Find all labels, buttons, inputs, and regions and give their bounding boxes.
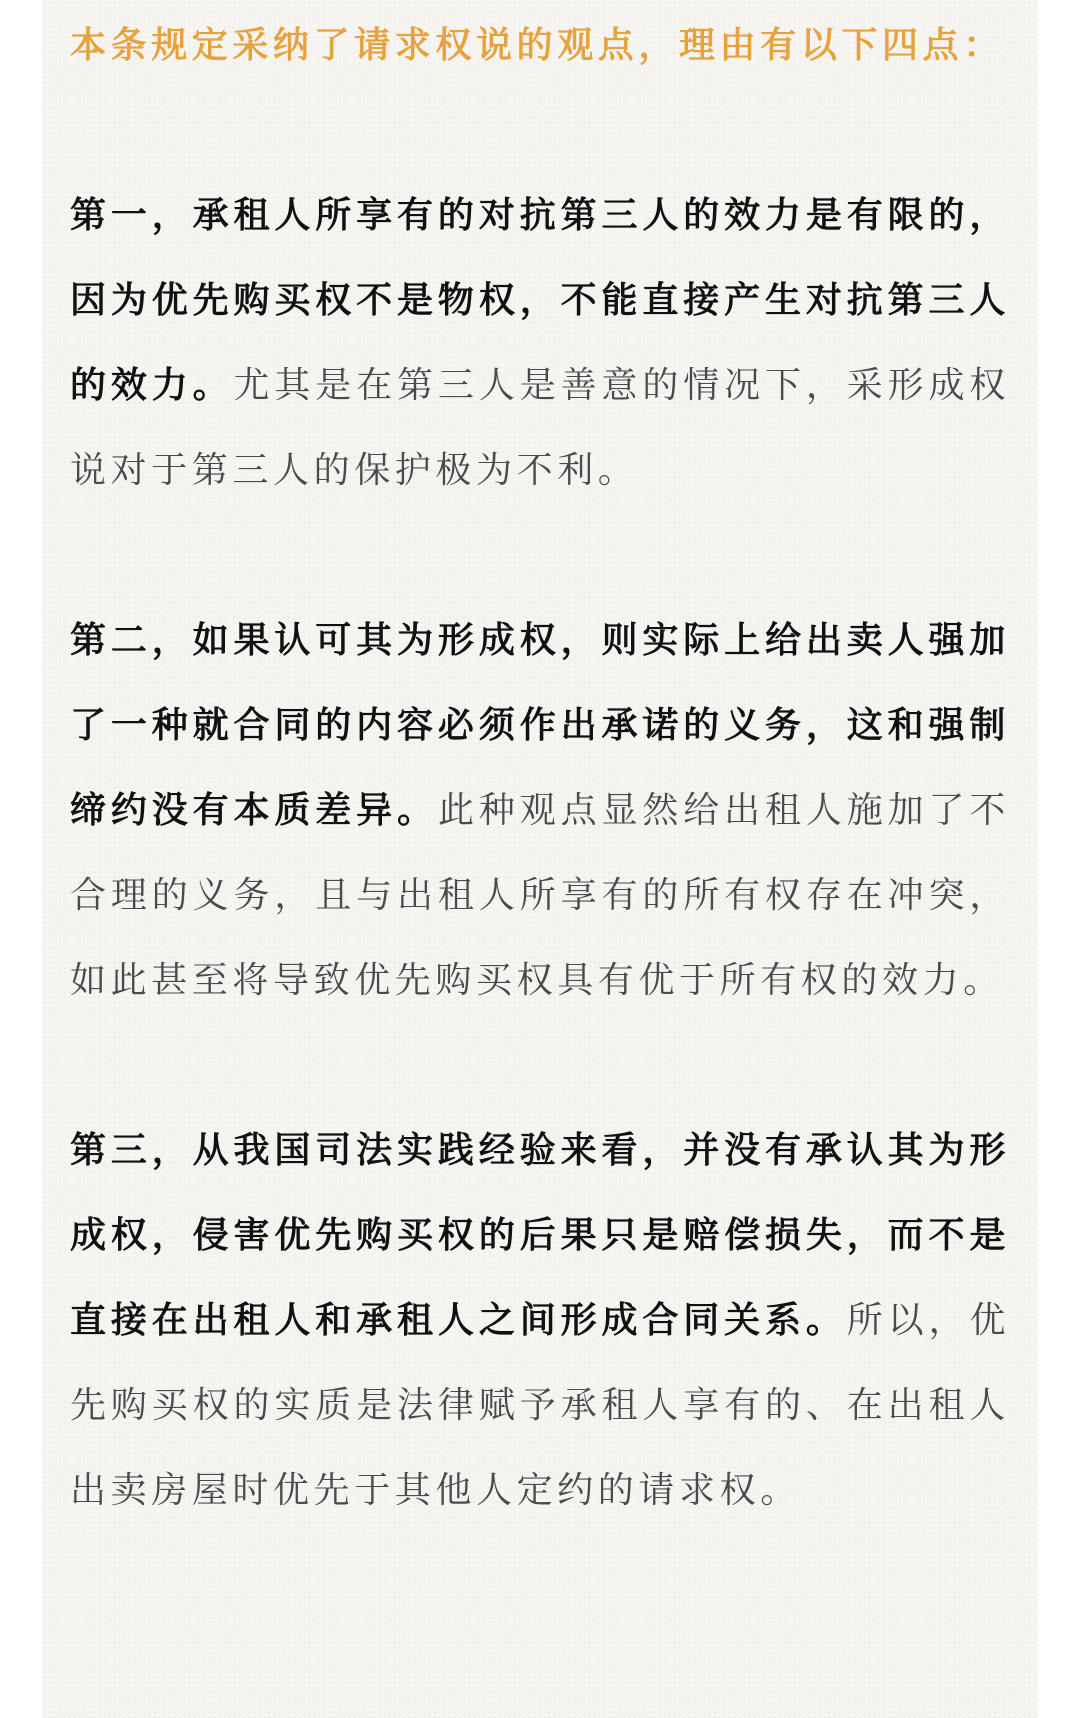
point-3-emphasis: 第三，从我国司法实践经验来看，并没有承认其为形成权，侵害优先购买权的后果只是赔偿损失，而不是直接在出租人和承租人之间形成合同关系。 bbox=[70, 1130, 1010, 1341]
point-2-body: 此种观点显然给出租人施加了不合理的义务，且与出租人所享有的所有权存在冲突，如此甚至将导致优先购买权具有优于所有权的效力。 bbox=[70, 790, 1010, 1001]
point-3-body: 所以，优先购买权的实质是法律赋予承租人享有的、在出租人出卖房屋时优先于其他人定约的请求权。 bbox=[70, 1300, 1010, 1511]
point-1-body: 尤其是在第三人是善意的情况下，采形成权说对于第三人的保护极为不利。 bbox=[70, 365, 1010, 491]
article-page bbox=[42, 0, 1038, 1718]
intro-heading: 本条规定采纳了请求权说的观点，理由有以下四点： bbox=[70, 25, 1004, 66]
point-2 bbox=[70, 598, 1010, 1023]
point-1-emphasis: 第一，承租人所享有的对抗第三人的效力是有限的，因为优先购买权不是物权，不能直接产生对抗第三人的效力。 bbox=[70, 195, 1010, 406]
point-1 bbox=[70, 173, 1010, 513]
point-2-emphasis: 第二，如果认可其为形成权，则实际上给出卖人强加了一种就合同的内容必须作出承诺的义务，这和强制缔约没有本质差异。 bbox=[70, 620, 1010, 831]
point-3 bbox=[70, 1108, 1010, 1533]
